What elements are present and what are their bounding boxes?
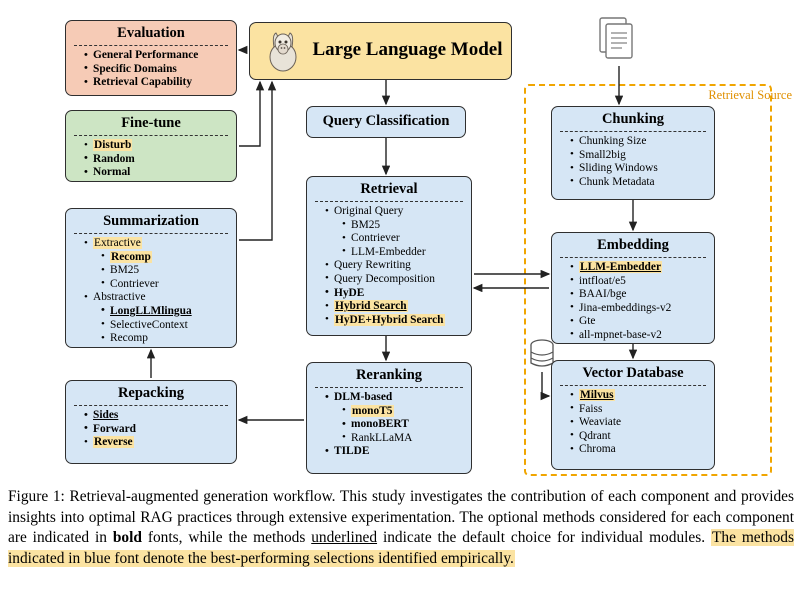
reranking-title: Reranking xyxy=(355,367,423,383)
repacking-list xyxy=(72,409,230,450)
llm-title: Large Language Model xyxy=(312,39,503,60)
list-item: • monoT5 xyxy=(325,405,465,419)
list-item: • all-mpnet-base-v2 xyxy=(570,329,708,343)
list-item: • Random xyxy=(84,153,230,167)
chunking-box[interactable] xyxy=(551,106,715,200)
repacking-title: Repacking xyxy=(117,385,185,401)
list-item: • Chroma xyxy=(570,443,708,457)
caption-part1: Figure 1: Retrieval-augmented generation workflow. This study investigates the contribution of each component and provides insights into optimal RAG practices through extensive experimentation. The optional methods considered for each component are indicated in xyxy=(8,488,794,546)
list-item: • Jina-embeddings-v2 xyxy=(570,302,708,316)
list-item: • Weaviate xyxy=(570,416,708,430)
summarization-title: Summarization xyxy=(103,213,199,229)
query-classification-box[interactable] xyxy=(306,106,466,138)
list-item: • Faiss xyxy=(570,403,708,417)
list-item: • Sliding Windows xyxy=(570,162,708,176)
chunking-title: Chunking xyxy=(601,111,665,127)
list-item: • Chunk Metadata xyxy=(570,176,708,190)
list-item: • Abstractive xyxy=(84,291,230,305)
divider xyxy=(560,385,706,386)
llama-icon xyxy=(262,27,304,73)
chunking-list xyxy=(558,135,708,189)
fine-tune-title: Fine-tune xyxy=(121,115,181,131)
evaluation-list xyxy=(72,49,230,90)
retrieval-box[interactable] xyxy=(306,176,472,336)
divider xyxy=(74,135,228,136)
list-item: • SelectiveContext xyxy=(84,319,230,333)
vector-database-title: Vector Database xyxy=(582,365,684,381)
caption-highlight: The methods indicated in blue font denote the best-performing selections identified empirically. xyxy=(8,529,794,567)
figure-caption xyxy=(8,487,794,569)
list-item: • Disturb xyxy=(84,139,230,153)
query-classification-title: Query Classification xyxy=(322,112,450,129)
evaluation-box[interactable] xyxy=(65,20,237,96)
list-item: • LLM-Embedder xyxy=(570,261,708,275)
retrieval-source-label: Retrieval Source xyxy=(708,88,792,102)
divider xyxy=(560,257,706,258)
embedding-list xyxy=(558,261,708,343)
list-item: • Chunking Size xyxy=(570,135,708,149)
list-item: • Reverse xyxy=(84,436,230,450)
evaluation-title: Evaluation xyxy=(117,25,185,41)
divider xyxy=(315,387,463,388)
list-item: • monoBERT xyxy=(325,418,465,432)
list-item: • Query Rewriting xyxy=(325,259,465,273)
vector-database-list xyxy=(558,389,708,457)
list-item: • DLM-based xyxy=(325,391,465,405)
list-item: • intfloat/e5 xyxy=(570,275,708,289)
list-item: • Query Decomposition xyxy=(325,273,465,287)
list-item: • Gte xyxy=(570,315,708,329)
caption-bold-word: bold xyxy=(112,529,142,546)
list-item: • RankLLaMA xyxy=(325,432,465,446)
summarization-list xyxy=(72,237,230,346)
caption-underlined-word: underlined xyxy=(311,529,378,546)
reranking-box[interactable] xyxy=(306,362,472,474)
list-item: • BAAI/bge xyxy=(570,288,708,302)
list-item: • LLM-Embedder xyxy=(325,246,465,260)
caption-part3: indicate the default choice for individual modules. xyxy=(377,529,711,546)
list-item: • Recomp xyxy=(84,251,230,265)
list-item: • Extractive xyxy=(84,237,230,251)
list-item: • Hybrid Search xyxy=(325,300,465,314)
list-item: • Contriever xyxy=(325,232,465,246)
list-item: • Sides xyxy=(84,409,230,423)
list-item: • Original Query xyxy=(325,205,465,219)
list-item: • LongLLMlingua xyxy=(84,305,230,319)
fine-tune-box[interactable] xyxy=(65,110,237,182)
retrieval-list xyxy=(313,205,465,327)
list-item: • HyDE xyxy=(325,287,465,301)
list-item: • Retrieval Capability xyxy=(84,76,230,90)
list-item: • Small2big xyxy=(570,149,708,163)
large-language-model-box[interactable] xyxy=(249,22,512,80)
summarization-box[interactable] xyxy=(65,208,237,348)
documents-icon xyxy=(598,16,640,64)
repacking-box[interactable] xyxy=(65,380,237,464)
fine-tune-list xyxy=(72,139,230,180)
list-item: • Milvus xyxy=(570,389,708,403)
divider xyxy=(74,45,228,46)
reranking-list xyxy=(313,391,465,459)
list-item: • Forward xyxy=(84,423,230,437)
list-item: • Qdrant xyxy=(570,430,708,444)
embedding-title: Embedding xyxy=(597,237,669,253)
divider xyxy=(315,201,463,202)
vector-database-box[interactable] xyxy=(551,360,715,470)
list-item: • Normal xyxy=(84,166,230,180)
retrieval-title: Retrieval xyxy=(360,181,418,197)
caption-part2: fonts, while the methods xyxy=(141,529,312,546)
divider xyxy=(560,131,706,132)
list-item: • BM25 xyxy=(84,264,230,278)
list-item: • Contriever xyxy=(84,278,230,292)
divider xyxy=(74,233,228,234)
divider xyxy=(74,405,228,406)
embedding-box[interactable] xyxy=(551,232,715,344)
list-item: • General Performance xyxy=(84,49,230,63)
list-item: • HyDE+Hybrid Search xyxy=(325,314,465,328)
list-item: • Specific Domains xyxy=(84,63,230,77)
list-item: • Recomp xyxy=(84,332,230,346)
list-item: • BM25 xyxy=(325,219,465,233)
list-item: • TILDE xyxy=(325,445,465,459)
